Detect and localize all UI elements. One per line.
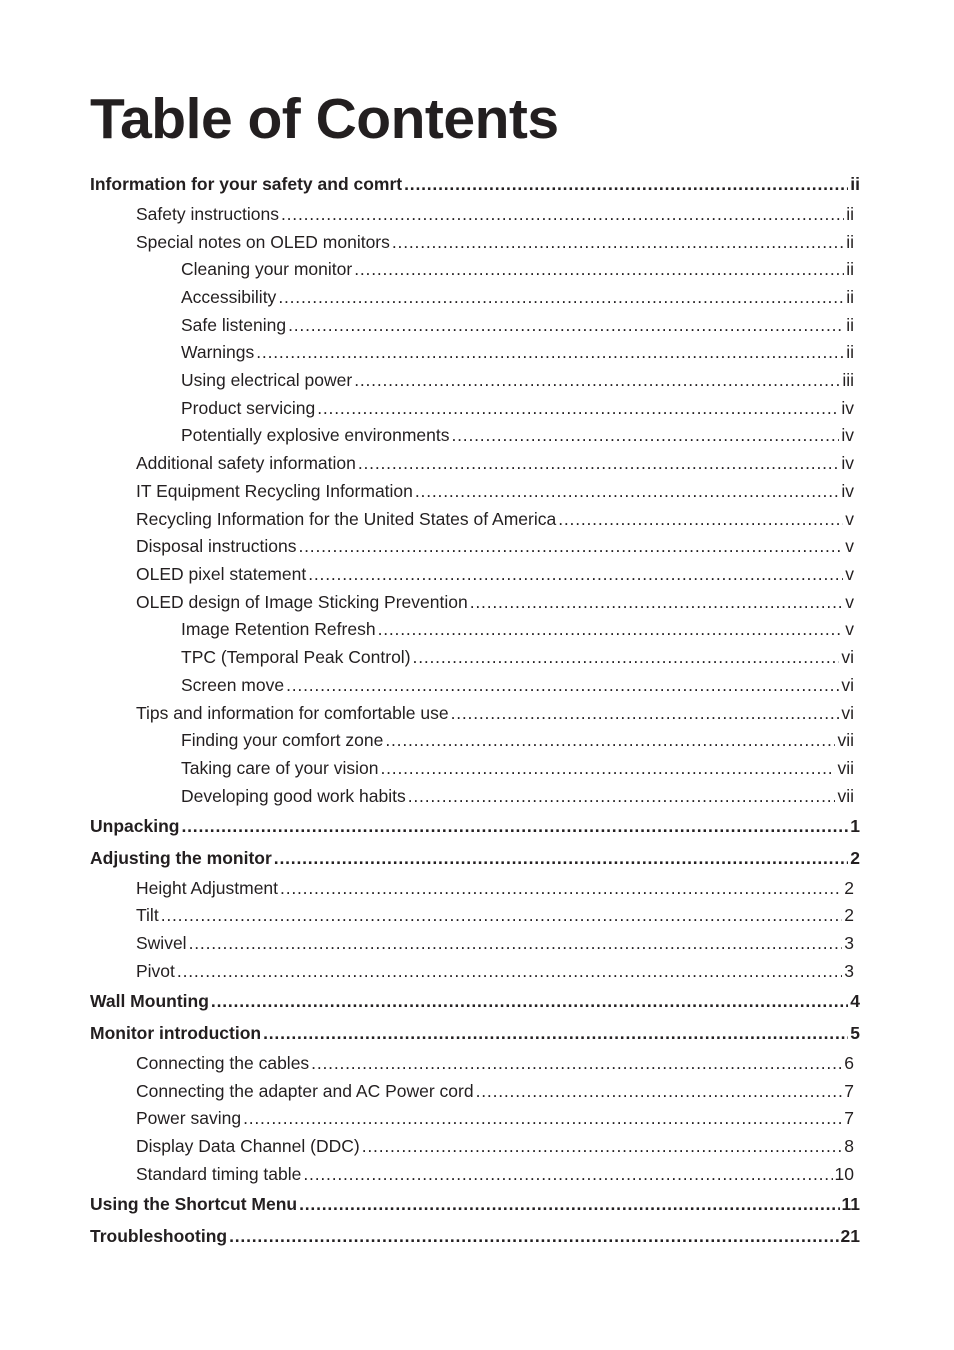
toc-entry-label: Tilt bbox=[136, 905, 159, 925]
toc-entry[interactable] bbox=[181, 617, 854, 641]
toc-entry-page-number: v bbox=[845, 536, 854, 556]
toc-entry-label: Cleaning your monitor bbox=[181, 259, 353, 279]
toc-entry[interactable] bbox=[136, 451, 854, 475]
toc-entry-page-number: 8 bbox=[844, 1136, 854, 1156]
toc-entry-label: Power saving bbox=[136, 1108, 242, 1128]
toc-leader-dots bbox=[354, 257, 844, 281]
toc-entry-page-number: 6 bbox=[844, 1053, 854, 1073]
toc-entry-label: Warnings bbox=[181, 342, 255, 362]
toc-entry[interactable] bbox=[181, 368, 854, 392]
toc-leader-dots bbox=[181, 814, 848, 838]
toc-entry[interactable] bbox=[90, 814, 860, 838]
toc-leader-dots bbox=[413, 645, 840, 669]
toc-leader-dots bbox=[281, 202, 844, 226]
toc-entry-label: Information for your safety and comrt bbox=[90, 174, 403, 194]
toc-entry-label: Using the Shortcut Menu bbox=[90, 1194, 298, 1214]
toc-entry[interactable] bbox=[181, 756, 854, 780]
toc-entry-label: Wall Mounting bbox=[90, 991, 209, 1011]
toc-entry-page-number: 3 bbox=[844, 933, 854, 953]
toc-entry[interactable] bbox=[136, 590, 854, 614]
toc-leader-dots bbox=[286, 673, 839, 697]
toc-entry-label: Potentially explosive environments bbox=[181, 425, 450, 445]
toc-entry-page-number: v bbox=[845, 509, 854, 529]
toc-entry-label: Pivot bbox=[136, 961, 175, 981]
toc-entry-page-number: 2 bbox=[850, 848, 860, 868]
toc-entry-label: Disposal instructions bbox=[136, 536, 297, 556]
toc-leader-dots bbox=[451, 701, 840, 725]
toc-entry-label: Product servicing bbox=[181, 398, 316, 418]
toc-leader-dots bbox=[408, 784, 836, 808]
toc-entry[interactable] bbox=[136, 931, 854, 955]
toc-entry-page-number: ii bbox=[846, 342, 854, 362]
toc-entry[interactable] bbox=[90, 1192, 860, 1216]
toc-entry[interactable] bbox=[136, 202, 854, 226]
toc-entry-page-number: ii bbox=[846, 232, 854, 252]
toc-leader-dots bbox=[404, 172, 848, 196]
toc-entry-page-number: iii bbox=[842, 370, 854, 390]
toc-entry[interactable] bbox=[136, 903, 854, 927]
toc-leader-dots bbox=[263, 1021, 848, 1045]
toc-entry-label: Safe listening bbox=[181, 315, 287, 335]
toc-leader-dots bbox=[354, 368, 840, 392]
toc-leader-dots bbox=[280, 876, 842, 900]
toc-entry-page-number: vii bbox=[837, 730, 854, 750]
toc-entry-page-number: 2 bbox=[844, 878, 854, 898]
toc-entry[interactable] bbox=[181, 673, 854, 697]
toc-leader-dots bbox=[211, 989, 848, 1013]
toc-entry-page-number: 3 bbox=[844, 961, 854, 981]
toc-entry-page-number: ii bbox=[846, 204, 854, 224]
toc-entry-label: Finding your comfort zone bbox=[181, 730, 384, 750]
toc-leader-dots bbox=[308, 562, 843, 586]
toc-leader-dots bbox=[476, 1079, 843, 1103]
toc-entry-page-number: iv bbox=[841, 453, 854, 473]
toc-leader-dots bbox=[189, 931, 843, 955]
toc-entry[interactable] bbox=[136, 1106, 854, 1130]
toc-entry-page-number: 21 bbox=[840, 1226, 860, 1246]
toc-leader-dots bbox=[378, 617, 844, 641]
toc-leader-dots bbox=[303, 1162, 832, 1186]
toc-entry[interactable] bbox=[136, 1134, 854, 1158]
toc-entry-label: Accessibility bbox=[181, 287, 277, 307]
toc-entry-label: Recycling Information for the United States of America bbox=[136, 509, 557, 529]
toc-entry[interactable] bbox=[136, 1051, 854, 1075]
toc-entry-label: Using electrical power bbox=[181, 370, 353, 390]
toc-leader-dots bbox=[299, 1192, 839, 1216]
toc-leader-dots bbox=[177, 959, 842, 983]
toc-leader-dots bbox=[558, 507, 843, 531]
toc-entry-label: Monitor introduction bbox=[90, 1023, 262, 1043]
toc-entry-page-number: ii bbox=[846, 315, 854, 335]
toc-entry-page-number: 7 bbox=[844, 1108, 854, 1128]
toc-entry-label: OLED pixel statement bbox=[136, 564, 307, 584]
toc-leader-dots bbox=[392, 230, 844, 254]
toc-entry[interactable] bbox=[90, 1021, 860, 1045]
toc-entry[interactable] bbox=[136, 1162, 854, 1186]
toc-entry-label: TPC (Temporal Peak Control) bbox=[181, 647, 411, 667]
toc-leader-dots bbox=[451, 423, 839, 447]
toc-leader-dots bbox=[358, 451, 840, 475]
toc-entry[interactable] bbox=[136, 701, 854, 725]
toc-entry[interactable] bbox=[136, 534, 854, 558]
toc-entry-page-number: 11 bbox=[841, 1194, 860, 1214]
toc-entry[interactable] bbox=[181, 257, 854, 281]
toc-entry[interactable] bbox=[136, 507, 854, 531]
toc-entry-label: Safety instructions bbox=[136, 204, 279, 224]
toc-entry-page-number: vi bbox=[841, 703, 854, 723]
toc-entry-label: Image Retention Refresh bbox=[181, 619, 376, 639]
toc-entry-page-number: ii bbox=[846, 259, 854, 279]
toc-entry[interactable] bbox=[136, 1079, 854, 1103]
toc-entry-label: OLED design of Image Sticking Prevention bbox=[136, 592, 468, 612]
toc-entry-label: Screen move bbox=[181, 675, 285, 695]
toc-leader-dots bbox=[311, 1051, 842, 1075]
toc-leader-dots bbox=[415, 479, 839, 503]
toc-entry-page-number: 7 bbox=[844, 1081, 854, 1101]
toc-entry[interactable] bbox=[181, 396, 854, 420]
toc-leader-dots bbox=[278, 285, 844, 309]
toc-entry-label: Connecting the cables bbox=[136, 1053, 310, 1073]
toc-entry[interactable] bbox=[136, 479, 854, 503]
toc-leader-dots bbox=[362, 1134, 843, 1158]
toc-entry[interactable] bbox=[136, 230, 854, 254]
toc-entry-label: Display Data Channel (DDC) bbox=[136, 1136, 360, 1156]
toc-entry-page-number: vi bbox=[841, 675, 854, 695]
toc-entry-page-number: 1 bbox=[850, 816, 860, 836]
toc-entry[interactable] bbox=[181, 313, 854, 337]
toc-entry[interactable] bbox=[181, 423, 854, 447]
toc-entry-label: IT Equipment Recycling Information bbox=[136, 481, 413, 501]
toc-entry-label: Taking care of your vision bbox=[181, 758, 379, 778]
toc-entry-label: Developing good work habits bbox=[181, 786, 406, 806]
toc-entry-label: Standard timing table bbox=[136, 1164, 302, 1184]
toc-leader-dots bbox=[288, 313, 844, 337]
toc-leader-dots bbox=[243, 1106, 842, 1130]
toc-leader-dots bbox=[229, 1224, 838, 1248]
toc-entry[interactable] bbox=[181, 645, 854, 669]
toc-entry-page-number: ii bbox=[846, 287, 854, 307]
toc-leader-dots bbox=[161, 903, 843, 927]
toc-entry-page-number: iv bbox=[841, 425, 854, 445]
toc-entry-label: Swivel bbox=[136, 933, 187, 953]
toc-entry[interactable] bbox=[90, 989, 860, 1013]
toc-entry-page-number: vii bbox=[837, 758, 854, 778]
toc-entry-page-number: 4 bbox=[850, 991, 860, 1011]
toc-entry-page-number: v bbox=[845, 592, 854, 612]
toc-leader-dots bbox=[470, 590, 844, 614]
toc-entry-page-number: v bbox=[845, 619, 854, 639]
toc-entry[interactable] bbox=[136, 959, 854, 983]
toc-entry-page-number: vii bbox=[837, 786, 854, 806]
toc-leader-dots bbox=[256, 340, 844, 364]
toc-entry-label: Troubleshooting bbox=[90, 1226, 228, 1246]
toc-entry-label: Unpacking bbox=[90, 816, 180, 836]
toc-entry-page-number: 5 bbox=[850, 1023, 860, 1043]
toc-entry-label: Tips and information for comfortable use bbox=[136, 703, 449, 723]
toc-leader-dots bbox=[317, 396, 839, 420]
toc-entry-label: Special notes on OLED monitors bbox=[136, 232, 390, 252]
toc-entry[interactable] bbox=[90, 172, 860, 196]
toc-entry-page-number: ii bbox=[850, 174, 860, 194]
toc-entry-page-number: 10 bbox=[834, 1164, 854, 1184]
toc-entry-page-number: v bbox=[845, 564, 854, 584]
toc-entry-page-number: iv bbox=[841, 398, 854, 418]
toc-entry-label: Height Adjustment bbox=[136, 878, 279, 898]
toc-entry[interactable] bbox=[181, 340, 854, 364]
toc-leader-dots bbox=[274, 846, 848, 870]
toc-leader-dots bbox=[385, 728, 835, 752]
toc-entry[interactable] bbox=[181, 728, 854, 752]
page-title: Table of Contents bbox=[90, 87, 559, 151]
toc-entry[interactable] bbox=[136, 562, 854, 586]
toc-entry-page-number: vi bbox=[841, 647, 854, 667]
toc-entry-page-number: iv bbox=[841, 481, 854, 501]
toc-entry-label: Additional safety information bbox=[136, 453, 356, 473]
toc-entry[interactable] bbox=[90, 1224, 860, 1248]
toc-entry[interactable] bbox=[181, 285, 854, 309]
toc-entry-label: Connecting the adapter and AC Power cord bbox=[136, 1081, 474, 1101]
toc-entry[interactable] bbox=[90, 846, 860, 870]
toc-entry-page-number: 2 bbox=[844, 905, 854, 925]
toc-leader-dots bbox=[380, 756, 835, 780]
toc-entry-label: Adjusting the monitor bbox=[90, 848, 272, 868]
toc-entry[interactable] bbox=[136, 876, 854, 900]
toc-leader-dots bbox=[298, 534, 843, 558]
toc-entry[interactable] bbox=[181, 784, 854, 808]
